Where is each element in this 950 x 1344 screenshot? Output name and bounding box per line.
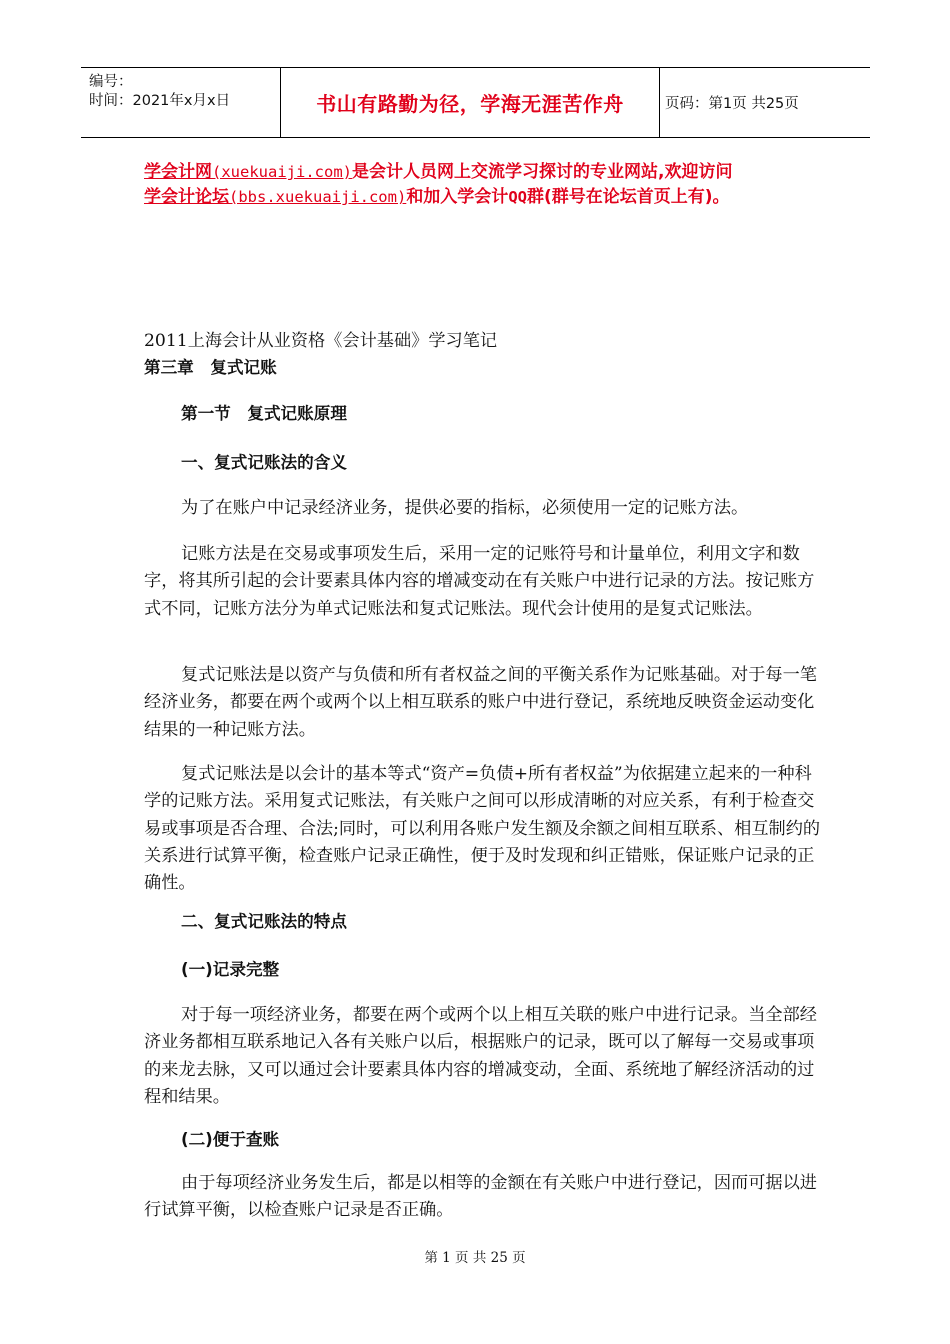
ad-line-1 [144, 160, 864, 185]
heading-1: 一、复式记账法的含义 [181, 453, 347, 472]
advertisement [144, 160, 864, 210]
ad-line-2 [144, 185, 864, 210]
paragraph-5: 对于每一项经济业务，都要在两个或两个以上相互关联的账户中进行记录。当全部经济业务都相互联系地记入各有关账户以后，根据账户的记录，既可以了解每一交易或事项的来龙去脉，又可以通过会计要素具体内容的增减变动，全面、系统地了解经济活动的过程和结果。 [144, 1005, 817, 1107]
ad-line-2-text-b: 群(群号在论坛首页上有)。 [526, 187, 730, 207]
site-url-link[interactable]: (xuekuaiji.com) [212, 163, 352, 181]
ad-line-2-text-a: 和加入学会计 [406, 187, 509, 207]
paragraph-6: 由于每项经济业务发生后，都是以相等的金额在有关账户中进行登记，因而可据以进行试算平衡，以检查账户记录是否正确。 [144, 1173, 817, 1221]
motto: 书山有路勤为径，学海无涯苦作舟 [281, 68, 660, 137]
subheading-2: (二)便于查账 [181, 1130, 280, 1149]
header-table [81, 67, 870, 138]
paragraph-1: 为了在账户中记录经济业务，提供必要的指标，必须使用一定的记账方法。 [181, 498, 749, 518]
time-label: 时间：2021年x月x日 [89, 93, 231, 109]
header-meta-cell [81, 68, 281, 137]
paragraph-3: 复式记账法是以资产与负债和所有者权益之间的平衡关系作为记账基础。对于每一笔经济业务，都要在两个或两个以上相互联系的账户中进行登记，系统地反映资金运动变化结果的一种记账方法。 [144, 665, 817, 740]
heading-2: 二、复式记账法的特点 [181, 912, 347, 931]
qq-text: QQ [508, 188, 527, 206]
page-info: 页码：第1页 共25页 [665, 96, 799, 112]
chapter-heading: 第三章 复式记账 [144, 358, 277, 377]
site-name-link[interactable]: 学会计网 [144, 162, 212, 182]
ad-line-1-text: 是会计人员网上交流学习探讨的专业网站,欢迎访问 [351, 162, 733, 182]
paragraph-2: 记账方法是在交易或事项发生后，采用一定的记账符号和计量单位，利用文字和数字，将其所引起的会计要素具体内容的增减变动在有关账户中进行记录的方法。按记账方式不同，记账方法分为单式记账法和复式记账法。现代会计使用的是复式记账法。 [144, 544, 815, 619]
paragraph-4: 复式记账法是以会计的基本等式“资产=负债+所有者权益”为依据建立起来的一种科学的记账方法。采用复式记账法，有关账户之间可以形成清晰的对应关系，有利于检查交易或事项是否合理、合法;同时，可以利用各账户发生额及余额之间相互联系、相互制约的关系进行试算平衡，检查账户记录正确性，便于及时发现和纠正错账，保证账户记录的正确性。 [144, 764, 821, 894]
page-footer: 第 1 页 共 25 页 [424, 1250, 526, 1266]
forum-name-link[interactable]: 学会计论坛 [144, 187, 229, 207]
subheading-1: (一)记录完整 [181, 960, 280, 979]
doc-title: 2011上海会计从业资格《会计基础》学习笔记 [144, 331, 498, 351]
section-heading: 第一节 复式记账原理 [181, 404, 347, 423]
number-label: 编号： [89, 74, 133, 90]
forum-url-link[interactable]: (bbs.xuekuaiji.com) [229, 188, 407, 206]
